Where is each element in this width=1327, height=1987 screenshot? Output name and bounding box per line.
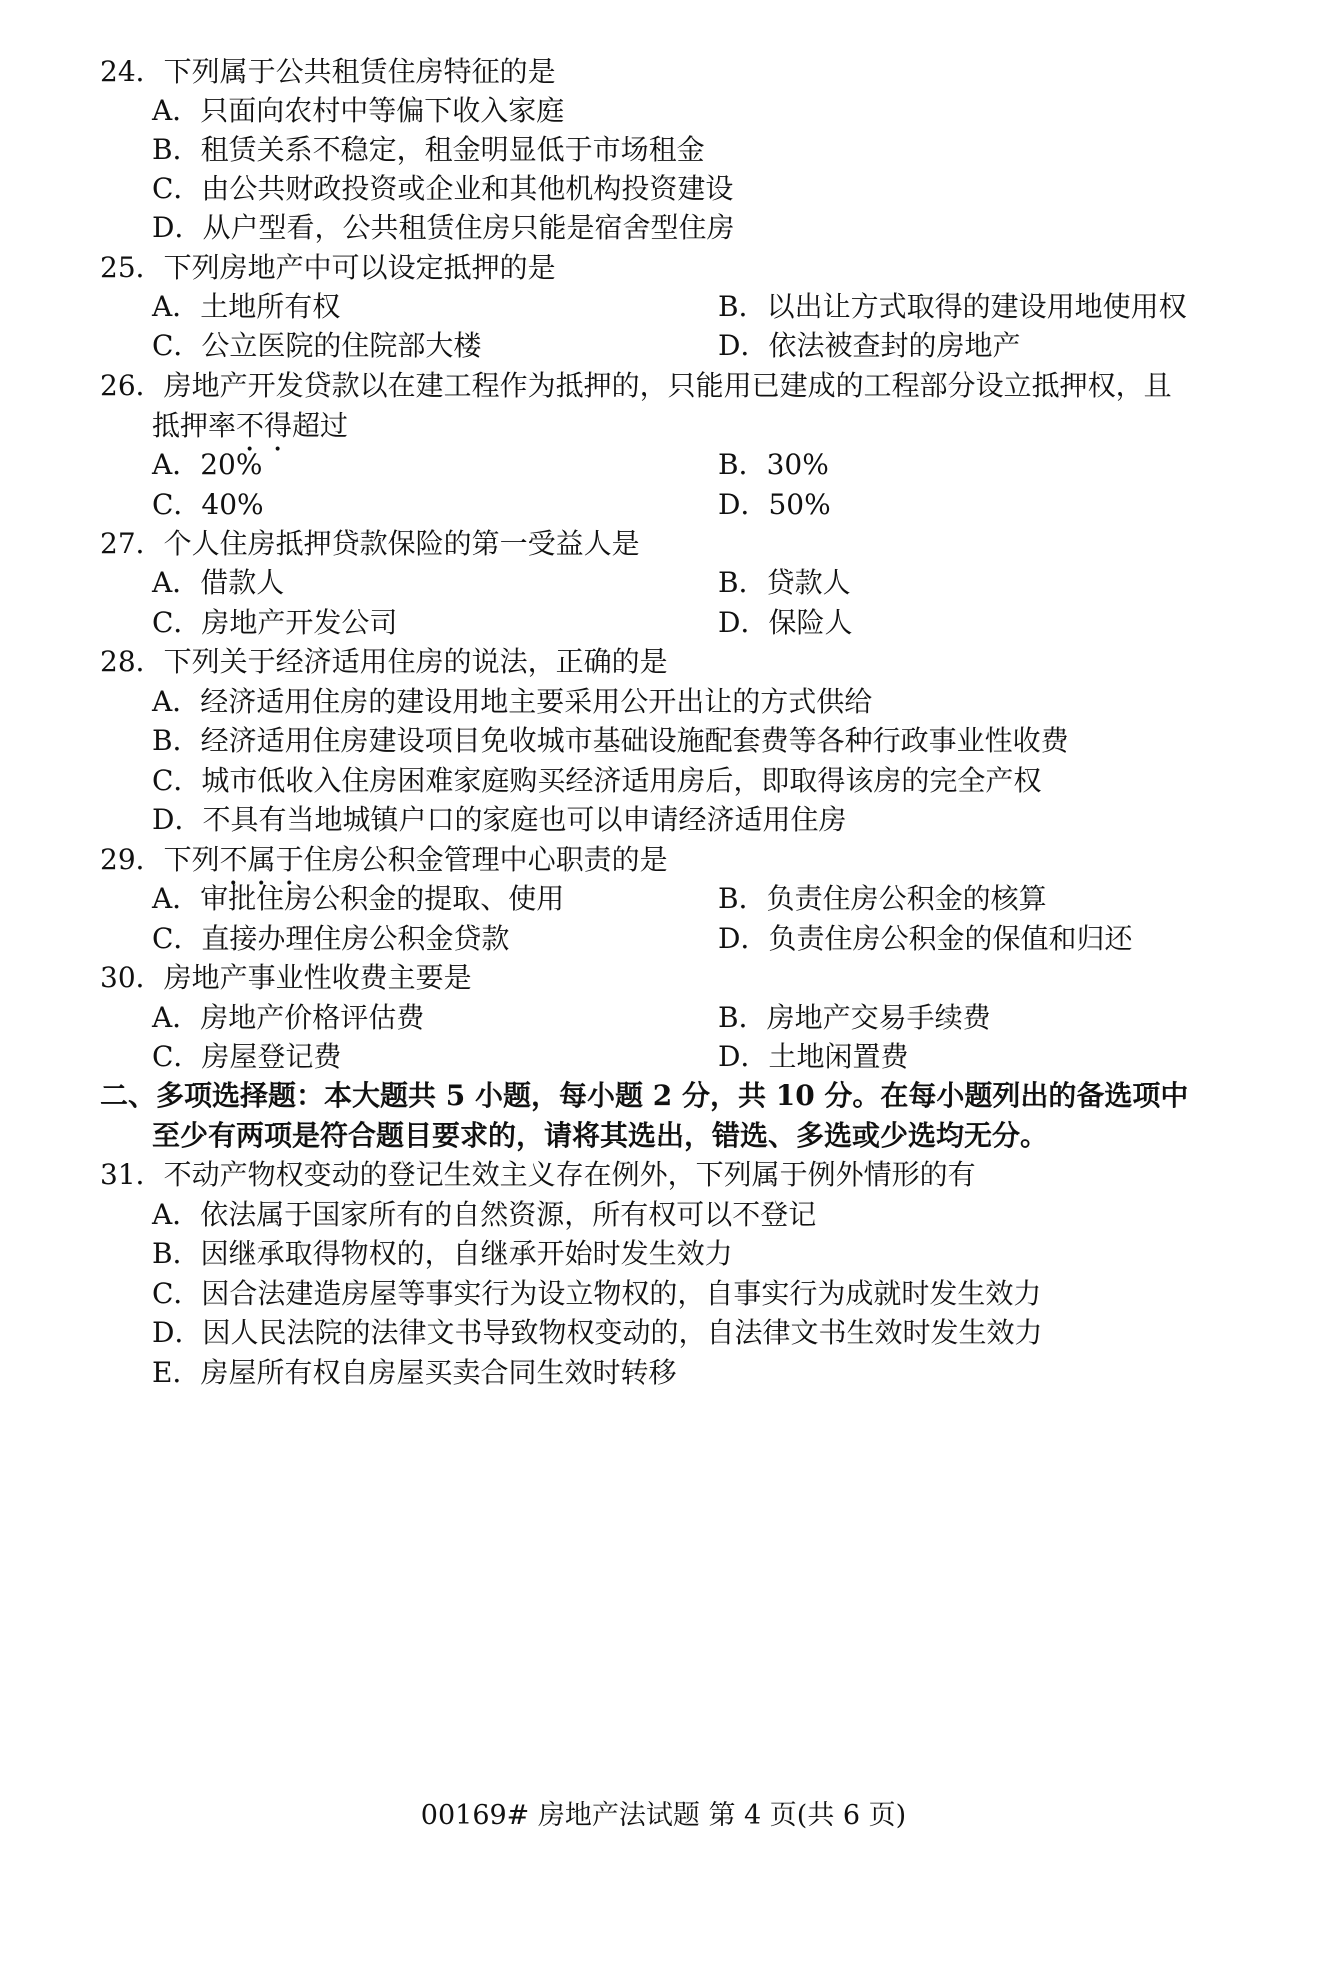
question-30-option-d: D．土地闲置费 [718,1040,909,1073]
question-25-option-a: A．土地所有权 [152,290,341,323]
question-29-stem-post: 住房公积金管理中心职责的是 [303,843,668,876]
question-31-option-d: D．因人民法院的法律文书导致物权变动的，自法律文书生效时发生效力 [152,1316,1043,1349]
question-24-option-c: C．由公共财政投资或企业和其他机构投资建设 [152,172,734,205]
question-26-option-d: D．50% [718,488,831,521]
question-25-stem: 25．下列房地产中可以设定抵押的是 [100,251,556,284]
question-26-option-c: C．40% [152,488,264,521]
question-29-stem-pre: 29．下列 [100,843,220,876]
question-29-stem-emphasis: 不属于 [219,843,304,876]
question-31-option-e: E．房屋所有权自房屋买卖合同生效时转移 [152,1356,677,1389]
question-25-option-b: B．以出让方式取得的建设用地使用权 [718,290,1187,323]
question-29-option-a: A．审批住房公积金的提取、使用 [152,882,565,915]
question-24-option-b: B．租赁关系不稳定，租金明显低于市场租金 [152,133,705,166]
question-27-option-c: C．房地产开发公司 [152,606,398,639]
question-26-option-b: B．30% [718,448,829,481]
question-28-stem: 28．下列关于经济适用住房的说法，正确的是 [100,645,668,678]
question-24-option-d: D．从户型看，公共租赁住房只能是宿舍型住房 [152,211,735,244]
question-31-option-c: C．因合法建造房屋等事实行为设立物权的，自事实行为成就时发生效力 [152,1277,1042,1310]
question-30-option-a: A．房地产价格评估费 [152,1001,425,1034]
question-24-option-a: A．只面向农村中等偏下收入家庭 [152,94,565,127]
question-31-option-a: A．依法属于国家所有的自然资源，所有权可以不登记 [152,1198,817,1231]
question-27-option-a: A．借款人 [152,566,285,599]
question-24-stem: 24．下列属于公共租赁住房特征的是 [100,55,556,88]
page-footer: 00169# 房地产法试题 第 4 页(共 6 页) [420,1800,907,1831]
section-2-heading-line2: 至少有两项是符合题目要求的，请将其选出，错选、多选或少选均无分。 [152,1119,1049,1152]
question-26-stem-post: 超过 [292,409,349,442]
question-26-stem-emphasis: 不得 [236,409,293,442]
question-29-option-b: B．负责住房公积金的核算 [718,882,1047,915]
question-28-option-d: D．不具有当地城镇户口的家庭也可以申请经济适用住房 [152,803,847,836]
question-28-option-a: A．经济适用住房的建设用地主要采用公开出让的方式供给 [152,685,873,718]
section-2-heading-line1: 二、多项选择题：本大题共 5 小题，每小题 2 分，共 10 分。在每小题列出的备选项中 [100,1079,1189,1112]
question-26-stem-pre: 抵押率 [152,409,237,442]
question-27-option-b: B．贷款人 [718,566,851,599]
question-29-option-d: D．负责住房公积金的保值和归还 [718,922,1133,955]
question-30-stem: 30．房地产事业性收费主要是 [100,961,472,994]
question-26-stem-line1: 26．房地产开发贷款以在建工程作为抵押的，只能用已建成的工程部分设立抵押权，且 [100,369,1172,402]
question-25-option-d: D．依法被查封的房地产 [718,329,1021,362]
question-26-option-a: A．20% [152,448,263,481]
question-27-stem: 27．个人住房抵押贷款保险的第一受益人是 [100,527,640,560]
question-28-option-b: B．经济适用住房建设项目免收城市基础设施配套费等各种行政事业性收费 [152,724,1069,757]
question-28-option-c: C．城市低收入住房困难家庭购买经济适用房后，即取得该房的完全产权 [152,764,1042,797]
question-31-stem: 31．不动产物权变动的登记生效主义存在例外，下列属于例外情形的有 [100,1158,976,1191]
question-30-option-c: C．房屋登记费 [152,1040,342,1073]
question-30-option-b: B．房地产交易手续费 [718,1001,991,1034]
question-29-option-c: C．直接办理住房公积金贷款 [152,922,510,955]
question-27-option-d: D．保险人 [718,606,853,639]
question-31-option-b: B．因继承取得物权的，自继承开始时发生效力 [152,1237,733,1270]
question-25-option-c: C．公立医院的住院部大楼 [152,329,482,362]
